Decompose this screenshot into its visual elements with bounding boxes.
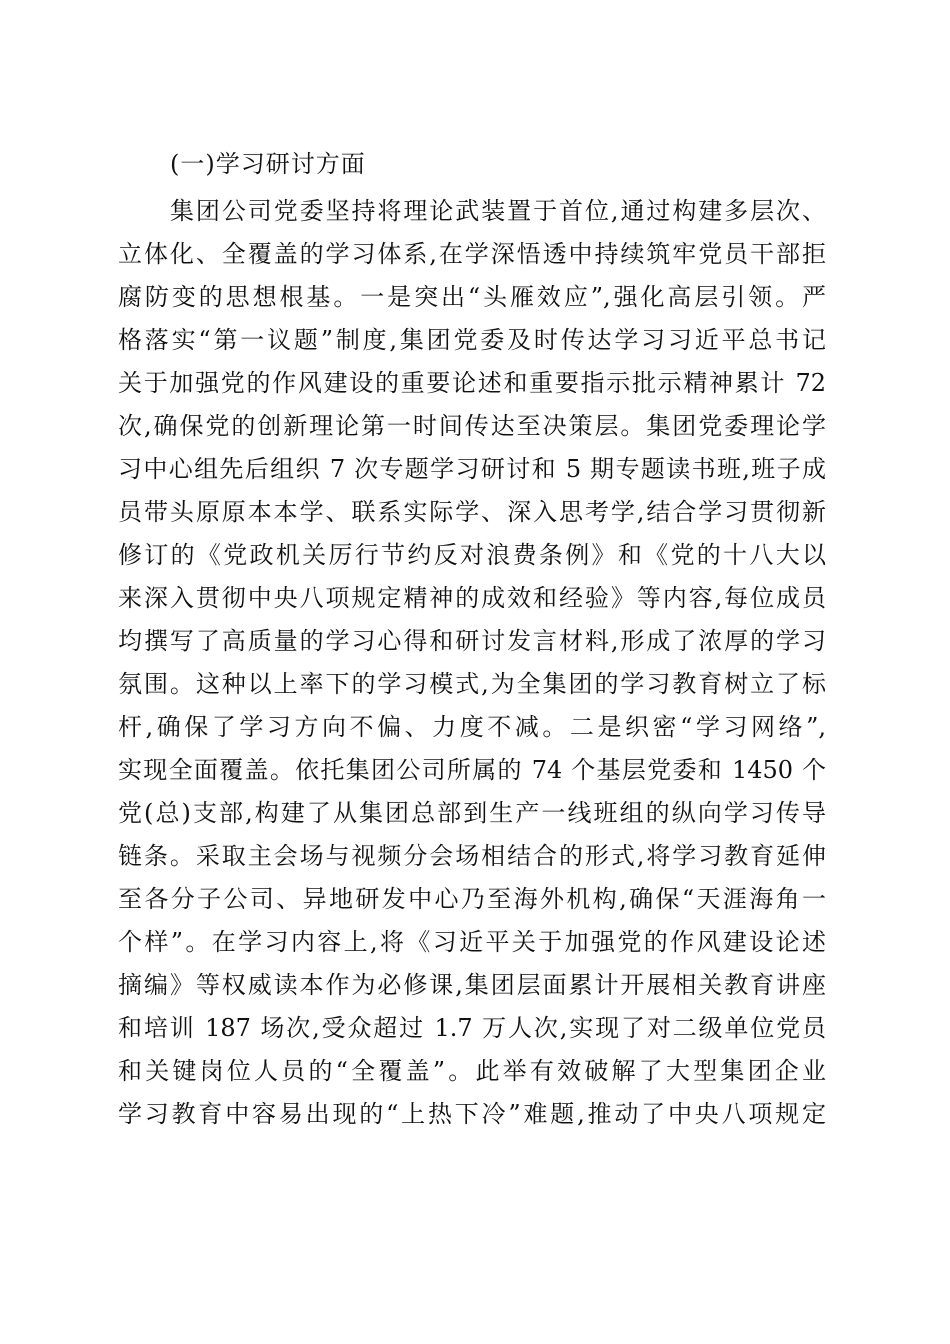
paragraph-line: 次,确保党的创新理论第一时间传达至决策层。集团党委理论学 — [118, 412, 826, 440]
paragraph-line: 杆,确保了学习方向不偏、力度不减。二是织密“学习网络”, — [118, 713, 826, 741]
paragraph-line: 员带头原原本本学、联系实际学、深入思考学,结合学习贯彻新 — [118, 498, 826, 526]
paragraph-line: 实现全面覆盖。依托集团公司所属的 74 个基层党委和 1450 个 — [118, 756, 826, 784]
paragraph-line: 集团公司党委坚持将理论武装置于首位,通过构建多层次、 — [170, 197, 826, 225]
paragraph-line: 来深入贯彻中央八项规定精神的成效和经验》等内容,每位成员 — [118, 584, 826, 612]
paragraph-line: 氛围。这种以上率下的学习模式,为全集团的学习教育树立了标 — [118, 670, 826, 698]
paragraph-line: 关于加强党的作风建设的重要论述和重要指示批示精神累计 72 — [118, 369, 826, 397]
paragraph-line: 格落实“第一议题”制度,集团党委及时传达学习习近平总书记 — [118, 326, 826, 354]
paragraph-line: 修订的《党政机关厉行节约反对浪费条例》和《党的十八大以 — [118, 541, 826, 569]
paragraph-line: 习中心组先后组织 7 次专题学习研讨和 5 期专题读书班,班子成 — [118, 455, 826, 483]
paragraph-line: 党(总)支部,构建了从集团总部到生产一线班组的纵向学习传导 — [118, 799, 826, 827]
paragraph-line: 和关键岗位人员的“全覆盖”。此举有效破解了大型集团企业 — [118, 1057, 826, 1085]
paragraph-line: 链条。采取主会场与视频分会场相结合的形式,将学习教育延伸 — [118, 842, 826, 870]
section-heading: (一)学习研讨方面 — [170, 150, 366, 178]
paragraph-line: 立体化、全覆盖的学习体系,在学深悟透中持续筑牢党员干部拒 — [118, 240, 826, 268]
paragraph-line: 摘编》等权威读本作为必修课,集团层面累计开展相关教育讲座 — [118, 971, 826, 999]
paragraph-line: 腐防变的思想根基。一是突出“头雁效应”,强化高层引领。严 — [118, 283, 826, 311]
paragraph-line: 学习教育中容易出现的“上热下冷”难题,推动了中央八项规定 — [118, 1100, 826, 1128]
paragraph-line: 至各分子公司、异地研发中心乃至海外机构,确保“天涯海角一 — [118, 885, 826, 913]
paragraph-line: 均撰写了高质量的学习心得和研讨发言材料,形成了浓厚的学习 — [118, 627, 826, 655]
paragraph-line: 和培训 187 场次,受众超过 1.7 万人次,实现了对二级单位党员 — [118, 1014, 826, 1042]
paragraph-line: 个样”。在学习内容上,将《习近平关于加强党的作风建设论述 — [118, 928, 826, 956]
